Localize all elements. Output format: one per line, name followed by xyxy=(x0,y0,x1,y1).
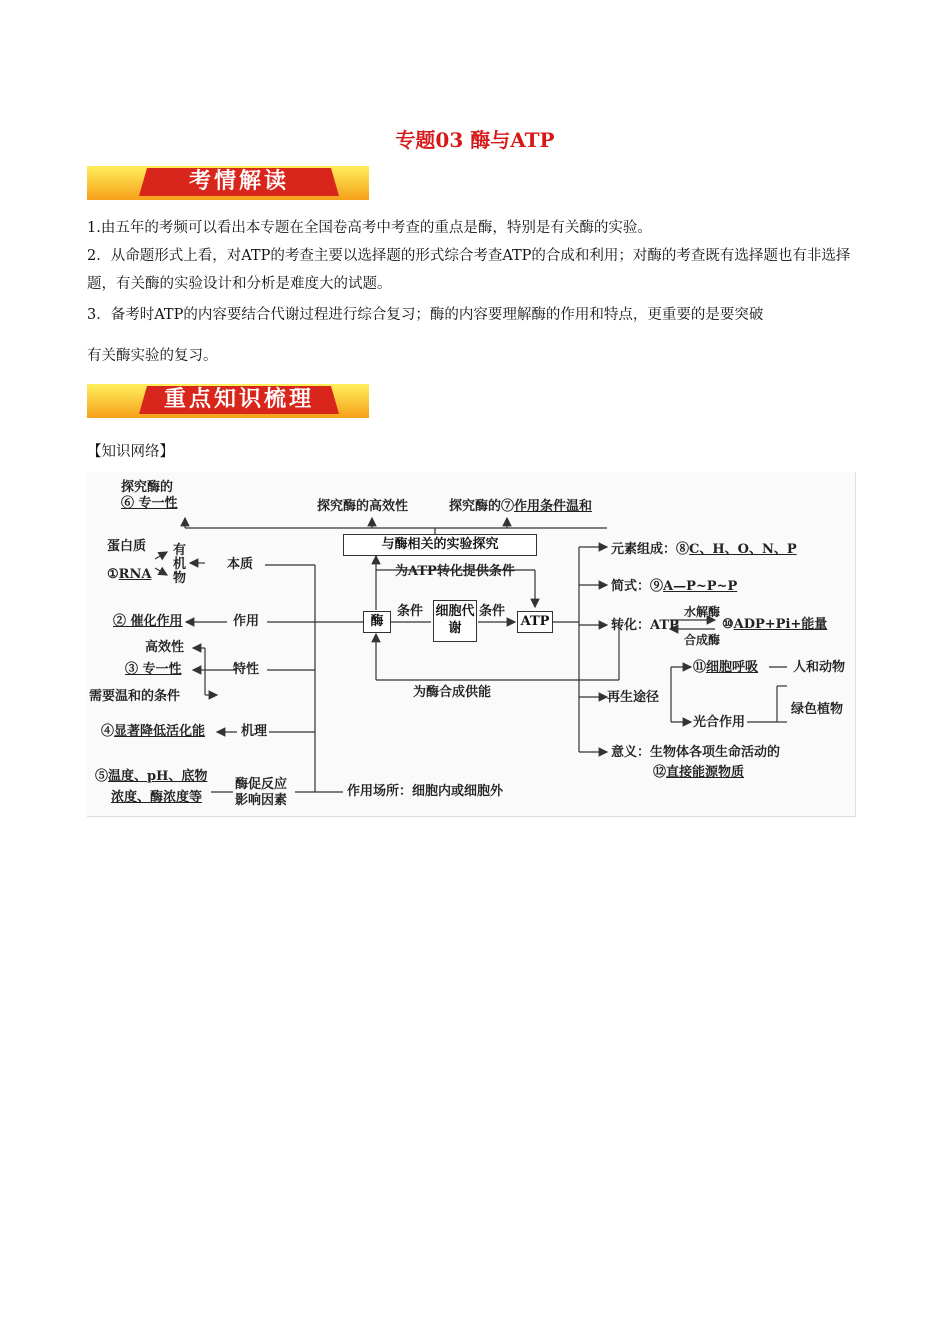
label-conversion-right xyxy=(722,617,827,632)
label-explore-conditions-prefix: 探究酶的⑦ xyxy=(449,499,515,514)
label-human-animal: 人和动物 xyxy=(793,660,846,675)
label-mechanism-number: ④ xyxy=(101,724,115,739)
label-for-atp: 为ATP转化提供条件 xyxy=(395,564,515,579)
label-catalysis: ② 催化作用 xyxy=(113,614,183,629)
label-specificity-6: ⑥ 专一性 xyxy=(121,496,178,511)
label-rna-number: ① xyxy=(107,567,119,582)
label-synthase: 合成酶 xyxy=(684,633,721,647)
label-role: 作用 xyxy=(233,614,260,629)
label-for-enzyme: 为酶合成供能 xyxy=(413,685,492,700)
label-factors-1 xyxy=(95,769,207,784)
label-regeneration: 再生途径 xyxy=(607,690,660,705)
label-rna-text: RNA xyxy=(118,567,152,582)
banner-key-knowledge xyxy=(87,384,369,418)
label-conversion: 转化：ATP xyxy=(611,618,679,633)
label-element xyxy=(611,542,797,557)
label-condition-left: 条件 xyxy=(397,604,424,619)
knowledge-network-diagram xyxy=(87,472,856,817)
label-mild: 需要温和的条件 xyxy=(89,689,181,704)
box-atp: ATP xyxy=(517,611,553,633)
box-metabolism: 细胞代谢 xyxy=(433,600,477,642)
label-element-prefix: 元素组成：⑧ xyxy=(611,542,690,557)
label-formula xyxy=(611,579,737,594)
label-specificity-3: ③ 专一性 xyxy=(125,662,182,677)
label-influence-1: 酶促反应 xyxy=(235,777,288,792)
label-formula-text: A—P~P~P xyxy=(663,579,738,594)
label-factors-2: 浓度、酶浓度等 xyxy=(111,790,203,805)
banner-label: 重点知识梳理 xyxy=(163,387,314,412)
label-nature: 本质 xyxy=(227,557,254,572)
label-site: 作用场所：细胞内或细胞外 xyxy=(347,784,504,799)
label-influence-2: 影响因素 xyxy=(235,793,288,808)
label-explore-efficiency: 探究酶的高效性 xyxy=(317,499,409,514)
label-respiration xyxy=(693,660,758,675)
banner-exam-analysis xyxy=(87,166,369,200)
label-efficiency: 高效性 xyxy=(145,640,185,655)
label-green-plant: 绿色植物 xyxy=(791,702,844,717)
label-protein: 蛋白质 xyxy=(107,539,147,554)
paragraph-3: 3．备考时ATP的内容要结合代谢过程进行综合复习；酶的内容要理解酶的作用和特点，更重要的是要突破 xyxy=(87,307,764,323)
page-title: 专题03 酶与ATP xyxy=(395,128,555,152)
box-enzyme-experiment: 与酶相关的实验探究 xyxy=(343,534,537,556)
label-hydrolase: 水解酶 xyxy=(684,605,721,619)
label-conversion-text: ADP+Pi+能量 xyxy=(733,617,828,632)
label-factors-number: ⑤ xyxy=(95,769,109,784)
label-rna xyxy=(107,567,151,582)
label-conversion-number: ⑩ xyxy=(722,617,734,632)
paragraph-2: 2．从命题形式上看，对ATP的考查主要以选择题的形式综合考查ATP的合成和利用；对酶的考查既有选择题也有非选择题，有关酶的实验设计和分析是难度大的试题。 xyxy=(87,248,851,292)
label-respiration-number: ⑪ xyxy=(693,660,707,675)
label-formula-prefix: 简式：⑨ xyxy=(611,579,664,594)
label-photosynthesis: 光合作用 xyxy=(693,715,746,730)
paragraph-1: 1.由五年的考频可以看出本专题在全国卷高考中考查的重点是酶，特别是有关酶的实验。 xyxy=(87,220,652,236)
label-lower-activation xyxy=(101,724,205,739)
label-respiration-text: 细胞呼吸 xyxy=(706,660,759,675)
label-feature: 特性 xyxy=(233,662,260,677)
label-direct-energy xyxy=(653,765,744,780)
box-enzyme: 酶 xyxy=(363,611,391,633)
label-condition-right: 条件 xyxy=(479,604,506,619)
network-label: 【知识网络】 xyxy=(87,444,174,460)
label-significance: 意义：生物体各项生命活动的 xyxy=(611,745,781,760)
label-mechanism: 机理 xyxy=(241,724,268,739)
label-mechanism-text: 显著降低活化能 xyxy=(114,724,206,739)
label-direct-energy-text: 直接能源物质 xyxy=(666,765,745,780)
banner-label: 考情解读 xyxy=(188,169,289,194)
label-organic: 有机物 xyxy=(173,543,187,586)
label-mild-conditions: 作用条件温和 xyxy=(514,499,593,514)
label-element-text: C、H、O、N、P xyxy=(689,542,797,557)
paragraph-4: 有关酶实验的复习。 xyxy=(87,348,218,364)
label-factors-text: 温度、pH、底物 xyxy=(108,769,208,784)
label-explore-conditions xyxy=(449,499,592,514)
label-direct-energy-number: ⑫ xyxy=(653,765,667,780)
label-explore-specificity: 探究酶的 xyxy=(121,480,174,495)
